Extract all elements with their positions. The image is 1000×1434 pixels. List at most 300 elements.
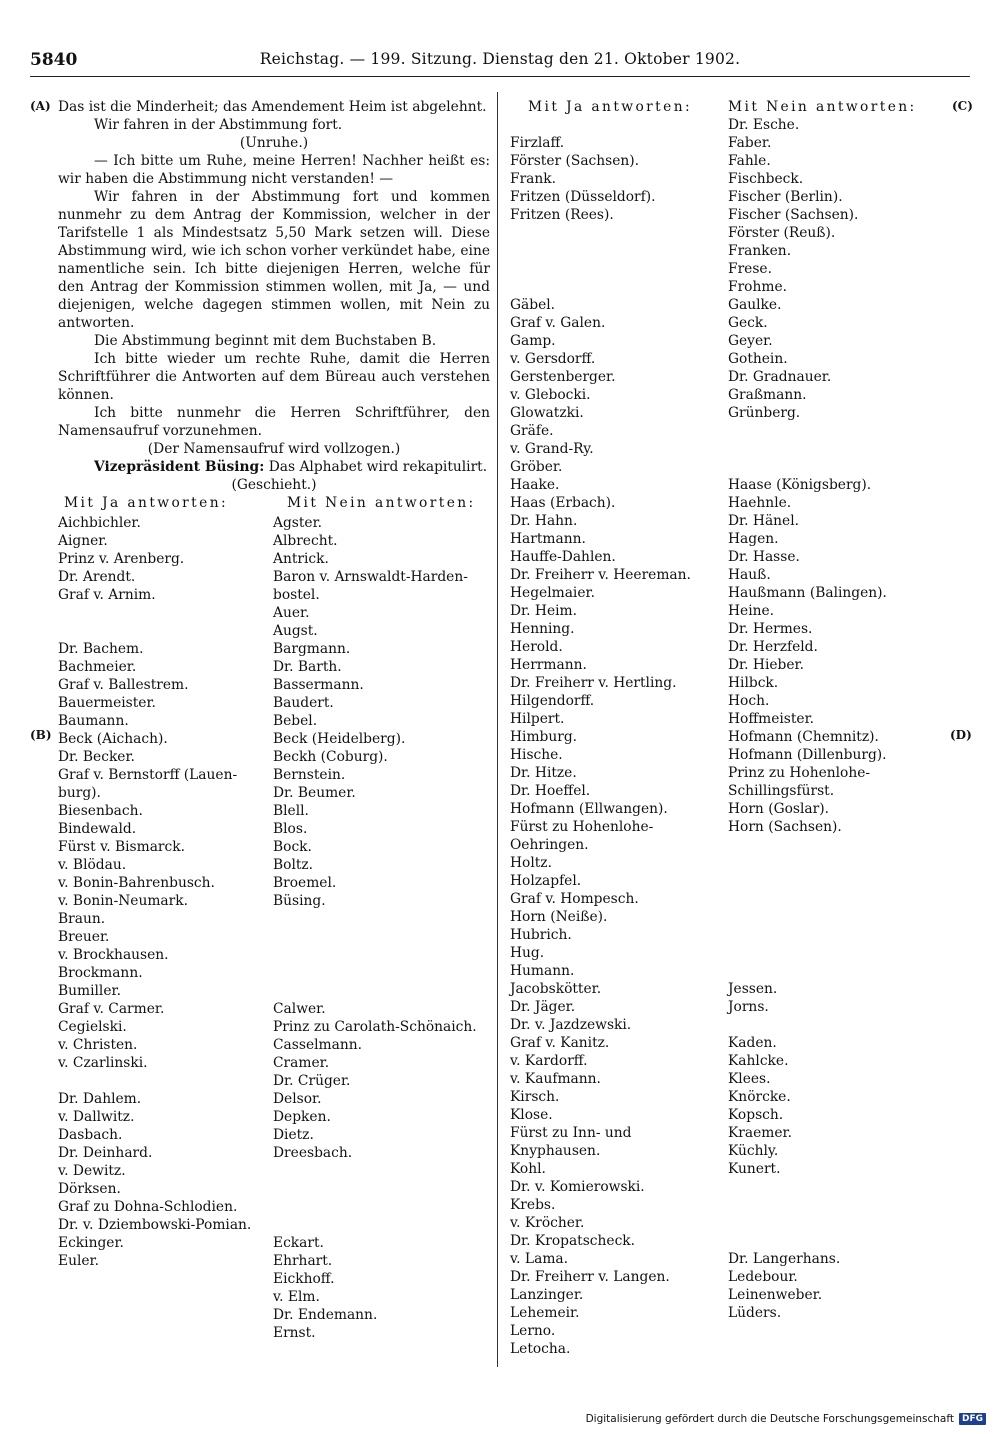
vote-row (58, 1054, 490, 1072)
vote-row (510, 800, 930, 818)
nein-name: Ehrhart. (273, 1253, 333, 1269)
ja-name (510, 242, 728, 260)
vote-row (58, 1126, 490, 1144)
paragraph: Wir fahren in der Abstimmung fort. (94, 117, 343, 133)
vote-row (510, 1196, 930, 1214)
ja-name: Fritzen (Rees). (510, 207, 614, 223)
vote-row (58, 694, 490, 712)
nein-name (728, 1322, 928, 1340)
nein-name (728, 1232, 928, 1250)
ja-name: Kohl. (510, 1161, 546, 1177)
ja-name (510, 260, 728, 278)
vote-row (510, 242, 930, 260)
nein-name: Antrick. (273, 551, 329, 567)
ja-name: Jacobskötter. (510, 981, 602, 997)
nein-name: Ernst. (273, 1325, 316, 1341)
nein-name: Hofmann (Chemnitz). (728, 729, 879, 745)
nein-name (728, 458, 928, 476)
nein-name: Casselmann. (273, 1037, 362, 1053)
vote-row (510, 1268, 930, 1286)
paragraph: Ich bitte nunmehr die Herren Schriftführer, den Namensaufruf vorzunehmen. (58, 405, 490, 439)
ja-name: Graf v. Bernstorff (Lauen- (58, 767, 238, 783)
nein-name: Dr. Esche. (728, 117, 800, 133)
vote-row (510, 296, 930, 314)
nein-name (728, 1340, 928, 1358)
vote-row (510, 728, 930, 746)
ja-name: Knyphausen. (510, 1143, 601, 1159)
vote-row (58, 730, 490, 748)
ja-name: v. Lama. (510, 1251, 569, 1267)
nein-name: Augst. (273, 623, 318, 639)
vote-row (510, 314, 930, 332)
ja-name: Glowatzki. (510, 405, 584, 421)
ja-name: Haake. (510, 477, 560, 493)
vote-row (510, 152, 930, 170)
nein-name: Kopsch. (728, 1107, 784, 1123)
paragraph: (Unruhe.) (239, 135, 309, 151)
vote-row (510, 1088, 930, 1106)
nein-name: Heine. (728, 603, 775, 619)
ja-name: Frank. (510, 171, 557, 187)
nein-name: Cramer. (273, 1055, 330, 1071)
nein-name: Haußmann (Balingen). (728, 585, 887, 601)
ja-name: Biesenbach. (58, 803, 143, 819)
nein-name (728, 926, 928, 944)
ja-name: Dr. v. Komierowski. (510, 1179, 645, 1195)
vote-row (58, 622, 490, 640)
nein-name: Dr. Herzfeld. (728, 639, 818, 655)
vote-row (510, 188, 930, 206)
ja-name: Dr. Hahn. (510, 513, 578, 529)
nein-name: Prinz zu Hohenlohe- (728, 765, 871, 781)
ja-name: Bindewald. (58, 821, 137, 837)
ja-header: Mit Ja antworten: (64, 495, 229, 511)
ja-name: Lerno. (510, 1323, 556, 1339)
nein-name: Albrecht. (273, 533, 338, 549)
nein-name: Gaulke. (728, 297, 782, 313)
nein-name: Horn (Goslar). (728, 801, 829, 817)
ja-name: Hische. (510, 747, 563, 763)
nein-name: Dreesbach. (273, 1145, 353, 1161)
vote-row (58, 784, 490, 802)
paragraph: (Der Namensaufruf wird vollzogen.) (147, 441, 401, 457)
vote-row (58, 1162, 490, 1180)
ja-name: Lanzinger. (510, 1287, 584, 1303)
vote-row (510, 512, 930, 530)
nein-name (273, 982, 490, 1000)
nein-name (728, 1178, 928, 1196)
ja-name: Krebs. (510, 1197, 556, 1213)
nein-name: Boltz. (273, 857, 314, 873)
vote-row (510, 1232, 930, 1250)
ja-name: v. Kaufmann. (510, 1071, 601, 1087)
ja-name: Dr. v. Dziembowski-Pomian. (58, 1217, 252, 1233)
nein-name (273, 1216, 490, 1234)
nein-name (273, 1198, 490, 1216)
ja-name: Horn (Neiße). (510, 909, 608, 925)
vote-row (58, 604, 490, 622)
nein-name: Blos. (273, 821, 308, 837)
ja-name: Dasbach. (58, 1127, 123, 1143)
nein-name: bostel. (273, 587, 320, 603)
vote-row (510, 656, 930, 674)
ja-name: Dr. Freiherr v. Heereman. (510, 567, 691, 583)
ja-name: Fritzen (Düsseldorf). (510, 189, 656, 205)
vote-row (58, 1036, 490, 1054)
nein-name: Dr. Hieber. (728, 657, 804, 673)
nein-name: Schillingsfürst. (728, 783, 835, 799)
vote-row (58, 550, 490, 568)
vote-row (58, 658, 490, 676)
ja-name: Dr. Hoeffel. (510, 783, 591, 799)
ja-name: Dr. Arendt. (58, 569, 136, 585)
vote-row (510, 260, 930, 278)
ja-name: Brockmann. (58, 965, 143, 981)
ja-name: v. Bonin-Bahrenbusch. (58, 875, 215, 891)
vote-row (510, 1106, 930, 1124)
nein-name: Klees. (728, 1071, 771, 1087)
nein-name: Hauß. (728, 567, 771, 583)
nein-name (728, 440, 928, 458)
nein-name: Beckh (Coburg). (273, 749, 388, 765)
nein-name: Graßmann. (728, 387, 807, 403)
vote-row (58, 1144, 490, 1162)
footer-text: Digitalisierung gefördert durch die Deutsche Forschungsgemeinschaft (585, 1413, 954, 1425)
ja-name (58, 1270, 273, 1288)
paragraph: — Ich bitte um Ruhe, meine Herren! Nachher heißt es: wir haben die Abstimmung nicht verstanden! — (58, 153, 490, 187)
ja-name: Lehemeir. (510, 1305, 580, 1321)
nein-name: Dr. Barth. (273, 659, 342, 675)
vote-row (58, 1072, 490, 1090)
vote-row (510, 404, 930, 422)
vote-row (58, 532, 490, 550)
nein-name: Dr. Hasse. (728, 549, 800, 565)
nein-name: Frohme. (728, 279, 787, 295)
nein-name: Hagen. (728, 531, 779, 547)
vote-row (58, 766, 490, 784)
nein-name: Blell. (273, 803, 309, 819)
ja-name: Beck (Aichach). (58, 731, 168, 747)
vote-row (58, 586, 490, 604)
vote-row (510, 620, 930, 638)
ja-name: Breuer. (58, 929, 110, 945)
nein-name: Dr. Crüger. (273, 1073, 351, 1089)
ja-name: Himburg. (510, 729, 578, 745)
ja-name: Hug. (510, 945, 545, 961)
ja-name: Holzapfel. (510, 873, 582, 889)
vote-row (510, 584, 930, 602)
vote-row (510, 1052, 930, 1070)
vote-row (510, 890, 930, 908)
geschieht-note: (Geschieht.) (231, 477, 317, 493)
ja-name: Henning. (510, 621, 575, 637)
nein-name (728, 1196, 928, 1214)
vote-row (510, 1124, 930, 1142)
speaker-text: Das Alphabet wird rekapitulirt. (268, 459, 488, 475)
vote-row (510, 674, 930, 692)
nein-name: Prinz zu Carolath-Schönaich. (273, 1019, 477, 1035)
ja-name: Fürst v. Bismarck. (58, 839, 186, 855)
ja-name: Humann. (510, 963, 575, 979)
nein-name: Geck. (728, 315, 768, 331)
vote-row (510, 1070, 930, 1088)
ja-name (510, 278, 728, 296)
vote-row (510, 872, 930, 890)
vote-row (510, 350, 930, 368)
ja-name: Fürst zu Hohenlohe- (510, 819, 654, 835)
vote-row (510, 440, 930, 458)
ja-name: Dr. Becker. (58, 749, 135, 765)
ja-name: Bumiller. (58, 983, 121, 999)
nein-name (273, 910, 490, 928)
ja-name: Dr. v. Jazdzewski. (510, 1017, 632, 1033)
nein-name: Hofmann (Dillenburg). (728, 747, 887, 763)
margin-label-b: (B) (30, 728, 52, 742)
ja-name: Förster (Sachsen). (510, 153, 640, 169)
footer (586, 1413, 986, 1425)
ja-name: Graf v. Galen. (510, 315, 606, 331)
nein-name: Dietz. (273, 1127, 314, 1143)
nein-name (728, 836, 928, 854)
vote-row (510, 602, 930, 620)
vote-row (58, 910, 490, 928)
ja-name: Baumann. (58, 713, 129, 729)
nein-name: Bock. (273, 839, 312, 855)
vote-header-row-right (510, 98, 930, 116)
ja-name: Gräfe. (510, 423, 554, 439)
nein-name (728, 962, 928, 980)
nein-name: Leinenweber. (728, 1287, 823, 1303)
ja-name: v. Kardorff. (510, 1053, 588, 1069)
paragraph: Wir fahren in der Abstimmung fort und kommen nunmehr zu dem Antrag der Kommission, welcher in der Tarifstelle 1 als Mindestsatz 5,50 Mark setzen will. Diese Abstimmung wird, wie ich schon vorher verkündet habe, eine namentliche sein. Ich bitte diejenigen Herren, welche für den Antrag der Kommission stimmen wollen, mit Ja, — und diejenigen, welche dagegen stimmen wollen, mit Nein zu antworten. (58, 189, 490, 331)
ja-name: burg). (58, 785, 101, 801)
vote-row (510, 1250, 930, 1268)
ja-name: Kirsch. (510, 1089, 560, 1105)
nein-name: Fischer (Sachsen). (728, 207, 859, 223)
vote-row (510, 278, 930, 296)
nein-name: Knörcke. (728, 1089, 791, 1105)
vote-row (58, 1270, 490, 1288)
vote-row (58, 928, 490, 946)
nein-name: Kaden. (728, 1035, 777, 1051)
vote-row (58, 568, 490, 586)
nein-name (273, 964, 490, 982)
vote-row (510, 908, 930, 926)
vote-row (510, 458, 930, 476)
ja-name (510, 116, 728, 134)
ja-name: Aichbichler. (58, 515, 141, 531)
vote-row (510, 116, 930, 134)
vote-row (510, 332, 930, 350)
vote-row (510, 494, 930, 512)
vote-row (510, 1160, 930, 1178)
ja-name: Dr. Dahlem. (58, 1091, 142, 1107)
page-header (30, 50, 970, 76)
vote-row (58, 946, 490, 964)
ja-name: Graf v. Hompesch. (510, 891, 639, 907)
vote-row (58, 1018, 490, 1036)
ja-name: v. Brockhausen. (58, 947, 169, 963)
ja-name (510, 224, 728, 242)
ja-name: Prinz v. Arenberg. (58, 551, 185, 567)
ja-name: Hegelmaier. (510, 585, 595, 601)
nein-name (728, 944, 928, 962)
nein-name: Agster. (273, 515, 323, 531)
vote-row (510, 746, 930, 764)
vote-row (510, 854, 930, 872)
vote-row (510, 422, 930, 440)
vote-row (58, 1252, 490, 1270)
nein-name: Dr. Langerhans. (728, 1251, 841, 1267)
ja-name (58, 1288, 273, 1306)
vote-row (58, 640, 490, 658)
vote-row (510, 1340, 930, 1358)
vote-row (510, 548, 930, 566)
vote-row (510, 224, 930, 242)
ja-name (58, 604, 273, 622)
ja-name: Graf v. Carmer. (58, 1001, 165, 1017)
ja-name: Braun. (58, 911, 106, 927)
dfg-logo: DFG (959, 1413, 986, 1425)
vote-row (510, 386, 930, 404)
vote-row (58, 712, 490, 730)
ja-name: Herold. (510, 639, 563, 655)
ja-name: Letocha. (510, 1341, 571, 1357)
ja-name: Dr. Bachem. (58, 641, 144, 657)
nein-name: Haase (Königsberg). (728, 477, 872, 493)
proceedings-text (58, 98, 490, 458)
ja-name: Klose. (510, 1107, 553, 1123)
vote-row (510, 782, 930, 800)
vote-row (58, 820, 490, 838)
nein-name: v. Elm. (273, 1289, 320, 1305)
ja-name: Hauffe-Dahlen. (510, 549, 616, 565)
nein-name (273, 1180, 490, 1198)
ja-name: v. Kröcher. (510, 1215, 585, 1231)
vote-row (510, 206, 930, 224)
nein-name: Fahle. (728, 153, 771, 169)
nein-name: Kunert. (728, 1161, 781, 1177)
vote-row (510, 476, 930, 494)
vote-row (58, 1234, 490, 1252)
nein-name: Bernstein. (273, 767, 346, 783)
nein-name: Beck (Heidelberg). (273, 731, 406, 747)
vote-row (510, 1322, 930, 1340)
nein-name (728, 854, 928, 872)
vote-row (58, 1306, 490, 1324)
nein-name: Dr. Hermes. (728, 621, 813, 637)
nein-name (728, 908, 928, 926)
running-title: Reichstag. — 199. Sitzung. Dienstag den 21. Oktober 1902. (259, 50, 741, 68)
nein-name (728, 1214, 928, 1232)
nein-name: Calwer. (273, 1001, 326, 1017)
vote-row (510, 1304, 930, 1322)
ja-name: v. Blödau. (58, 857, 127, 873)
ja-name: Eckinger. (58, 1235, 124, 1251)
ja-name: Hofmann (Ellwangen). (510, 801, 668, 817)
nein-name: Bassermann. (273, 677, 364, 693)
ja-name: Hartmann. (510, 531, 586, 547)
vote-row (510, 980, 930, 998)
ja-name: Gerstenberger. (510, 369, 616, 385)
nein-name: Dr. Beumer. (273, 785, 356, 801)
ja-name: v. Christen. (58, 1037, 138, 1053)
vote-row (510, 944, 930, 962)
nein-name: Auer. (273, 605, 310, 621)
vote-row (58, 1288, 490, 1306)
nein-name: Eickhoff. (273, 1271, 335, 1287)
speaker-name: Vizepräsident Büsing: (94, 459, 265, 475)
vote-row (510, 818, 930, 836)
nein-name (273, 928, 490, 946)
ja-name (58, 1072, 273, 1090)
ja-name: Dr. Freiherr v. Hertling. (510, 675, 677, 691)
ja-name: Hilgendorff. (510, 693, 595, 709)
vote-row (58, 982, 490, 1000)
vote-row (510, 530, 930, 548)
ja-name: Dörksen. (58, 1181, 121, 1197)
nein-name: Hoffmeister. (728, 711, 815, 727)
ja-name: Graf zu Dohna-Schlodien. (58, 1199, 238, 1215)
ja-name: Dr. Deinhard. (58, 1145, 153, 1161)
right-vote-list (510, 116, 930, 1358)
vote-row (510, 710, 930, 728)
nein-name: Geyer. (728, 333, 773, 349)
nein-name (728, 1016, 928, 1034)
vote-row (510, 1286, 930, 1304)
nein-name: Büsing. (273, 893, 326, 909)
nein-name: Fischer (Berlin). (728, 189, 843, 205)
ja-name: v. Bonin-Neumark. (58, 893, 188, 909)
margin-label-c: (C) (952, 99, 973, 113)
vote-row (58, 856, 490, 874)
ja-name: Haas (Erbach). (510, 495, 616, 511)
nein-name: Jessen. (728, 981, 778, 997)
nein-name: Baudert. (273, 695, 334, 711)
left-column (58, 98, 490, 1342)
vote-row (58, 802, 490, 820)
ja-name: Firzlaff. (510, 135, 565, 151)
ja-name: Aigner. (58, 533, 108, 549)
vote-row (510, 962, 930, 980)
ja-name: Hilpert. (510, 711, 565, 727)
nein-name: Faber. (728, 135, 772, 151)
margin-label-d: (D) (950, 728, 972, 742)
nein-name: Bebel. (273, 713, 318, 729)
nein-name (728, 890, 928, 908)
vp-paragraph (58, 458, 490, 476)
nein-header: Mit Nein antworten: (287, 495, 476, 511)
ja-name: v. Glebocki. (510, 387, 591, 403)
ja-name: v. Gersdorff. (510, 351, 596, 367)
vote-row (58, 676, 490, 694)
nein-name: Hoch. (728, 693, 770, 709)
vote-row (58, 514, 490, 532)
vote-row (510, 692, 930, 710)
vote-row (510, 836, 930, 854)
nein-name: Hilbck. (728, 675, 779, 691)
nein-name: Grünberg. (728, 405, 801, 421)
vote-row (510, 638, 930, 656)
vote-row (58, 1324, 490, 1342)
nein-name: Jorns. (728, 999, 769, 1015)
nein-name (728, 422, 928, 440)
vote-row (510, 170, 930, 188)
nein-name: Depken. (273, 1109, 331, 1125)
nein-name: Broemel. (273, 875, 337, 891)
vote-row (510, 1034, 930, 1052)
ja-name: Dr. Freiherr v. Langen. (510, 1269, 670, 1285)
